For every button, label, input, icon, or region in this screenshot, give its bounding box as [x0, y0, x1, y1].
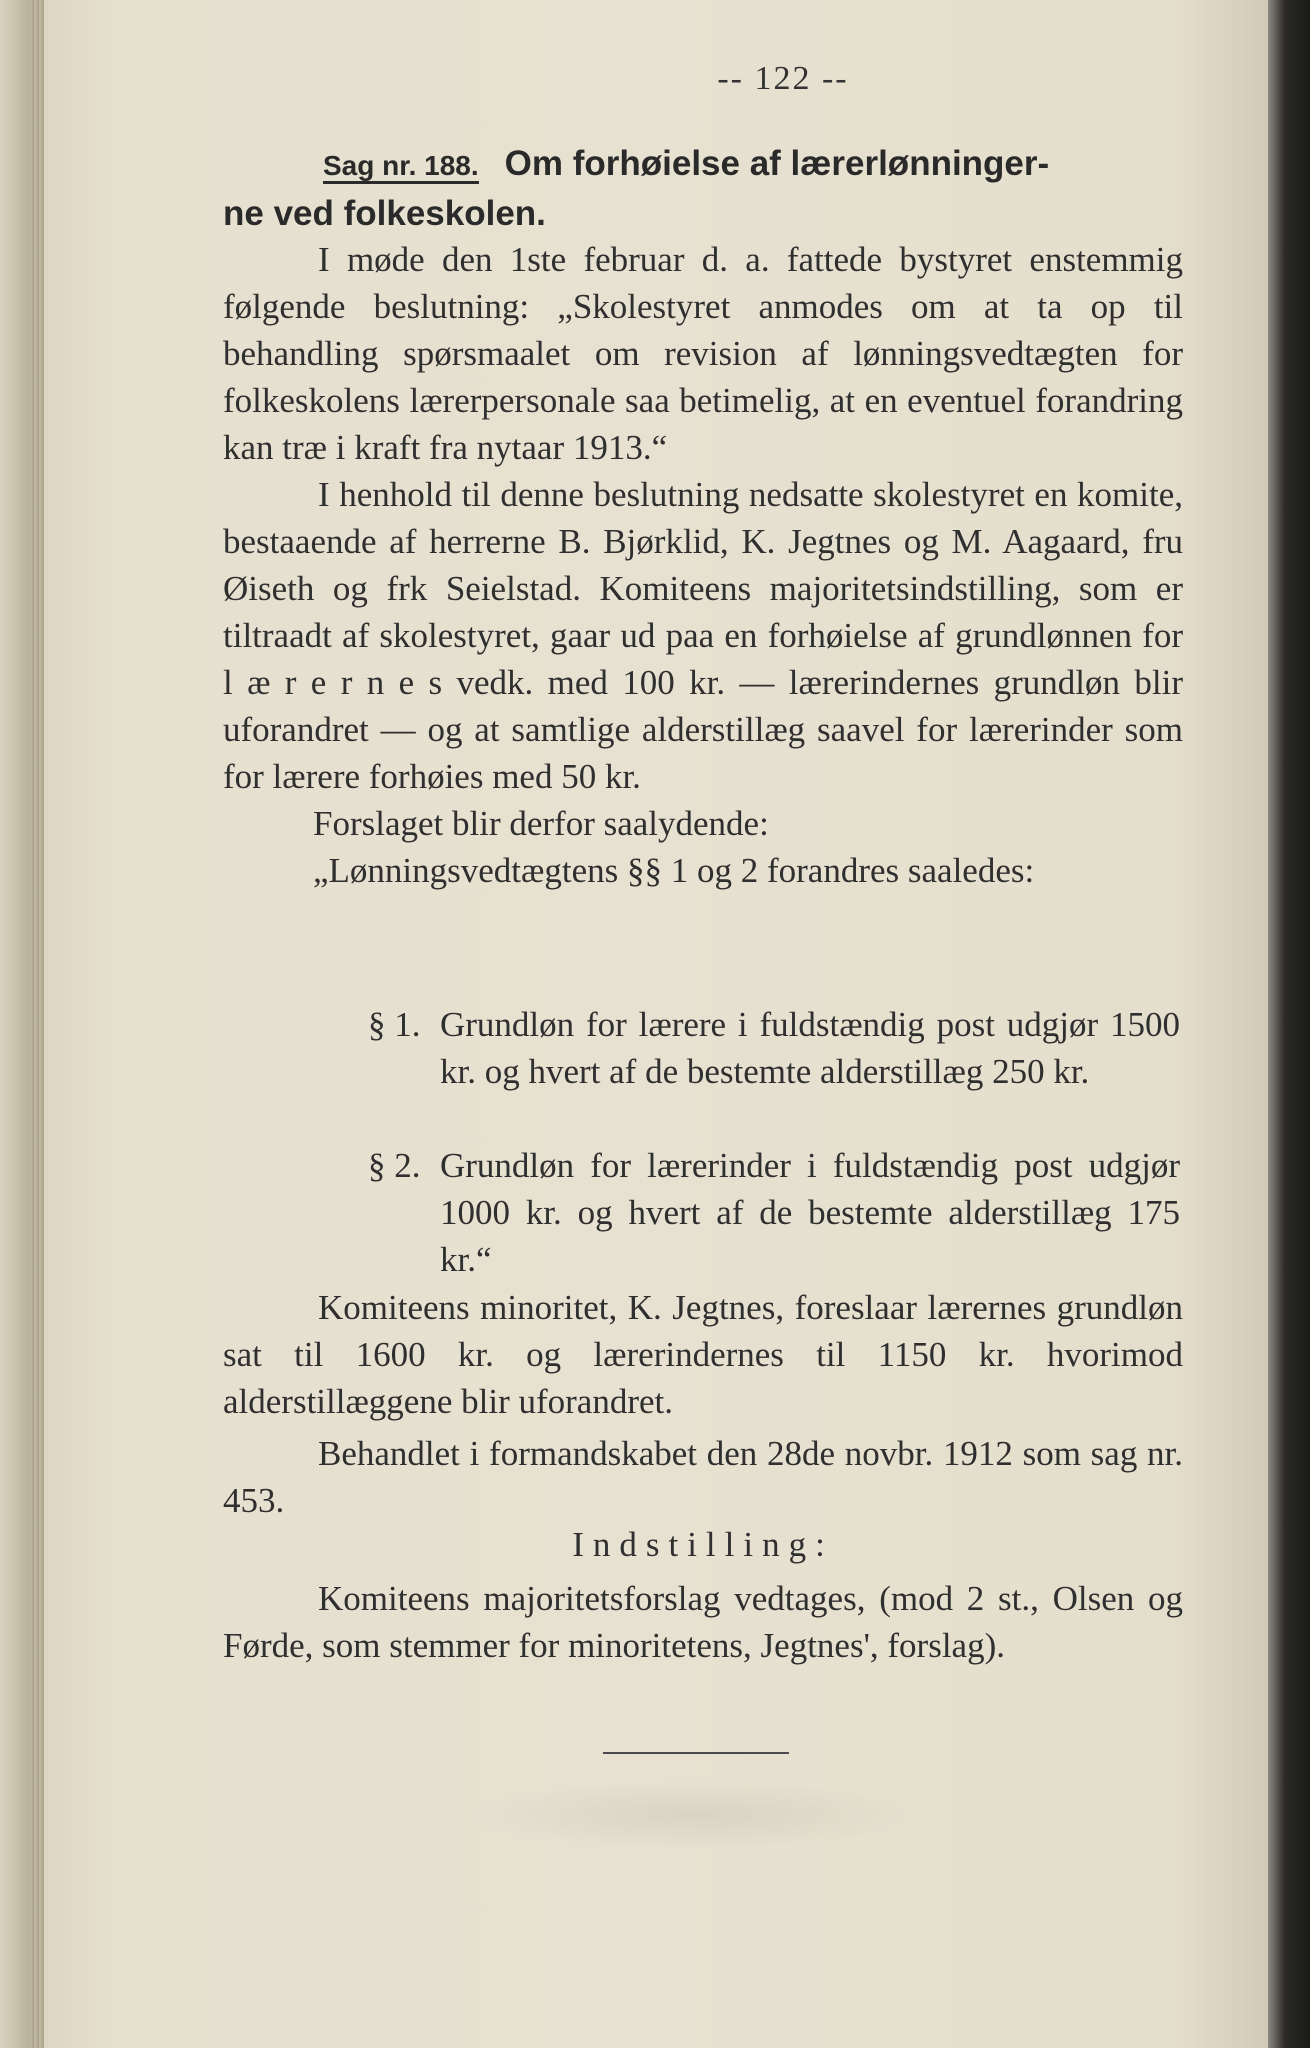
paragraph-minority: Komiteens minoritet, K. Jegtnes, foreslaar lærernes grundløn sat til 1600 kr. og lærerindernes til 1150 kr. hvorimod alderstillæggene blir uforandret. — [223, 1288, 1183, 1421]
book-spine-shadow — [0, 0, 30, 2048]
closing-rule — [603, 1752, 789, 1754]
paragraph-recommendation: Komiteens majoritetsforslag vedtages, (mod 2 st., Olsen og Førde, som stemmer for minoritetens, Jegtnes', forslag). — [223, 1579, 1183, 1665]
provision-number: § 2. — [368, 1146, 421, 1185]
provision-text: Grundløn for lærere i fuldstændig post udgjør 1500 kr. og hvert af de bestemte alderstillæg 250 kr. — [440, 1005, 1180, 1091]
bleed-through-shadow — [470, 1780, 920, 1850]
paragraph-resolution: I møde den 1ste februar d. a. fattede bystyret enstemmig følgende beslutning: „Skolestyret anmodes om at ta op til behandling spørsmaalet om revision af lønningsvedtægten for folkeskolens lærerpersonale saa betimelig, at en eventuel forandring kan træ i kraft fra nytaar 1913.“ — [223, 240, 1183, 467]
book-right-edge — [1268, 0, 1310, 2048]
provision-text: Grundløn for lærerinder i fuldstændig post udgjør 1000 kr. og hvert af de bestemte alderstillæg 175 kr.“ — [440, 1146, 1180, 1279]
section-heading — [223, 140, 1183, 238]
provision-number: § 1. — [368, 1005, 421, 1044]
paragraph-committee: I henhold til denne beslutning nedsatte skolestyret en komite, bestaaende af herrerne B. Bjørklid, K. Jegtnes og M. Aagaard, fru Øiseth og frk Seielstad. Komiteens majoritetsindstilling, som er tiltraadt af skolestyret, gaar ud paa en forhøielse af grundlønnen for l æ r e r n e s vedk. med 100 kr. — lærerindernes grundløn blir uforandret — og at samtlige alderstillæg saavel for lærerinder som for lærere forhøies med 50 kr. — [223, 475, 1183, 796]
body-text — [223, 236, 1183, 894]
paragraph-statute: „Lønningsvedtægtens §§ 1 og 2 forandres saaledes: — [313, 851, 1035, 890]
heading-title-line2: ne ved folkeskolen. — [223, 194, 546, 233]
paragraph-proposal: Forslaget blir derfor saalydende: — [313, 804, 769, 843]
paragraph-treated: Behandlet i formandskabet den 28de novbr. 1912 som sag nr. 453. — [223, 1434, 1183, 1520]
page-stack-edges — [30, 0, 44, 2048]
case-number: Sag nr. 188. — [323, 150, 479, 184]
recommendation-heading: Indstilling: — [572, 1525, 834, 1564]
page-number: -- 122 -- — [717, 60, 849, 97]
heading-title-line1: Om forhøielse af lærerlønninger- — [504, 144, 1050, 183]
